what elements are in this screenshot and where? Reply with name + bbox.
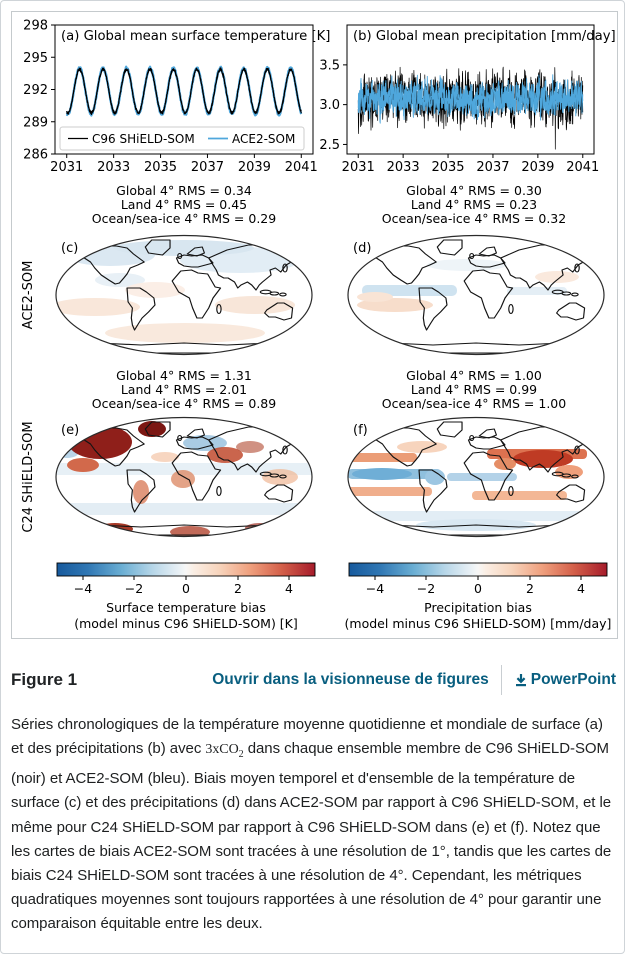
cbar-right-tick: 2 [526,581,534,596]
svg-text:2041: 2041 [284,160,318,175]
panel-label-e: (e) [61,423,80,438]
cbar-left-tick: −4 [73,581,93,596]
rms-e-land: Land 4° RMS = 2.01 [120,382,248,397]
figure-image [11,11,618,639]
svg-text:2035: 2035 [431,160,465,175]
rms-block-e [92,368,276,411]
cbar-left-tick: −2 [124,581,144,596]
caption-math-3xco2: 3xCO$_2$ [205,742,244,760]
rms-c-global: Global 4° RMS = 0.34 [116,183,252,198]
svg-text:2039: 2039 [521,160,555,175]
open-figure-viewer-link[interactable]: Ouvrir dans la visionneuse de figures [212,671,489,688]
map-panel-c [50,235,313,355]
colorbar-temperature [57,563,315,631]
caption-part-1: Séries chronologiques de la température moyenne quotidienne et mondiale de surface (a) et des précipitations (b) avec [11,716,603,758]
cbar-right-tick: −4 [365,581,385,596]
svg-text:2037: 2037 [190,160,225,175]
rms-d-land: Land 4° RMS = 0.23 [410,197,538,212]
rms-c-land: Land 4° RMS = 0.45 [120,197,248,212]
cbar-right-title-1: Precipitation bias [424,600,532,615]
download-powerpoint-link[interactable] [514,671,616,689]
panel-label-d: (d) [353,241,372,256]
svg-text:295: 295 [23,50,48,66]
cbar-right-title-2: (model minus C96 SHiELD-SOM) [mm/day] [344,616,612,631]
svg-text:2039: 2039 [237,160,271,175]
figure-caption-text [11,713,617,937]
svg-text:2037: 2037 [476,160,510,175]
colorbar-precipitation [345,563,612,631]
link-separator [501,665,502,695]
svg-text:ACE2-SOM: ACE2-SOM [232,132,296,146]
svg-text:2031: 2031 [341,160,375,175]
map-panel-e [55,417,313,538]
svg-text:3.0: 3.0 [319,98,340,114]
map-panel-f [347,417,605,537]
map-panel-d [347,235,605,355]
row-label-ace2-som: ACE2-SOM [21,260,36,330]
svg-text:(a) Global mean surface temper: (a) Global mean surface temperature [K] [61,29,331,44]
rms-f-land: Land 4° RMS = 0.99 [410,382,538,397]
svg-text:2041: 2041 [566,160,600,175]
svg-text:286: 286 [23,147,48,163]
cbar-left-title-1: Surface temperature bias [106,600,266,615]
svg-text:2033: 2033 [386,160,420,175]
cbar-right-tick: 4 [577,581,585,596]
svg-text:2031: 2031 [50,160,84,175]
svg-text:2035: 2035 [143,160,178,175]
cbar-left-tick: 4 [285,581,293,596]
panel-label-f: (f) [353,423,368,438]
download-icon [514,673,528,687]
figure-svg [12,12,617,638]
panel-label-c: (c) [61,241,79,256]
cbar-left-tick: 0 [182,581,190,596]
figure-number-label: Figure 1 [11,670,78,689]
row-label-c24-shield-som: C24 SHiELD-SOM [21,421,36,533]
rms-f-ocean: Ocean/sea-ice 4° RMS = 1.00 [381,396,567,411]
svg-text:C96 SHiELD-SOM: C96 SHiELD-SOM [92,132,195,146]
svg-text:2033: 2033 [97,160,131,175]
cbar-left-title-2: (model minus C96 SHiELD-SOM) [K] [74,616,298,631]
rms-e-ocean: Ocean/sea-ice 4° RMS = 0.89 [91,396,277,411]
cbar-left-tick: 2 [234,581,242,596]
figure-action-links [212,665,616,695]
figure-caption-bar [11,661,616,699]
rms-e-global: Global 4° RMS = 1.31 [116,368,252,383]
chart-global-mean-temperature [23,19,330,176]
rms-d-global: Global 4° RMS = 0.30 [406,183,542,198]
rms-block-c [92,183,276,226]
svg-text:292: 292 [23,83,48,98]
rms-d-ocean: Ocean/sea-ice 4° RMS = 0.32 [381,211,567,226]
cbar-right-tick: −2 [416,581,436,596]
download-powerpoint-label: PowerPoint [530,671,616,688]
rms-block-d [382,183,566,226]
cbar-right-tick: 0 [474,581,482,596]
rms-f-global: Global 4° RMS = 1.00 [406,368,542,383]
rms-c-ocean: Ocean/sea-ice 4° RMS = 0.29 [91,211,277,226]
svg-text:3.5: 3.5 [319,58,340,74]
svg-text:289: 289 [23,115,48,131]
chart-global-mean-precipitation [319,25,615,175]
caption-part-2: dans chaque ensemble membre de C96 SHiELD-SOM (noir) et ACE2-SOM (bleu). Biais moyen temporel et d'ensemble de la température de surface (c) et des précipitations (d) dans ACE2-SOM par rapport à C96 SHiELD-SOM, et le même pour C24 SHiELD-SOM par rapport à C96 SHiELD-SOM dans (e) et (f). Notez que les cartes de biais ACE2-SOM sont tracées à une résolution de 1°, tandis que les cartes de biais C24 SHiELD-SOM sont tracées à une résolution de 4°. Cependant, les métriques quadratiques moyennes sont toujours rapportées à une résolution de 4° pour garantir une comparaison équitable entre les deux. [11,740,612,933]
svg-text:(b) Global mean precipitation: (b) Global mean precipitation [mm/day] [353,29,616,44]
svg-text:298: 298 [23,18,48,34]
svg-text:2.5: 2.5 [319,137,340,153]
rms-block-f [382,368,566,411]
